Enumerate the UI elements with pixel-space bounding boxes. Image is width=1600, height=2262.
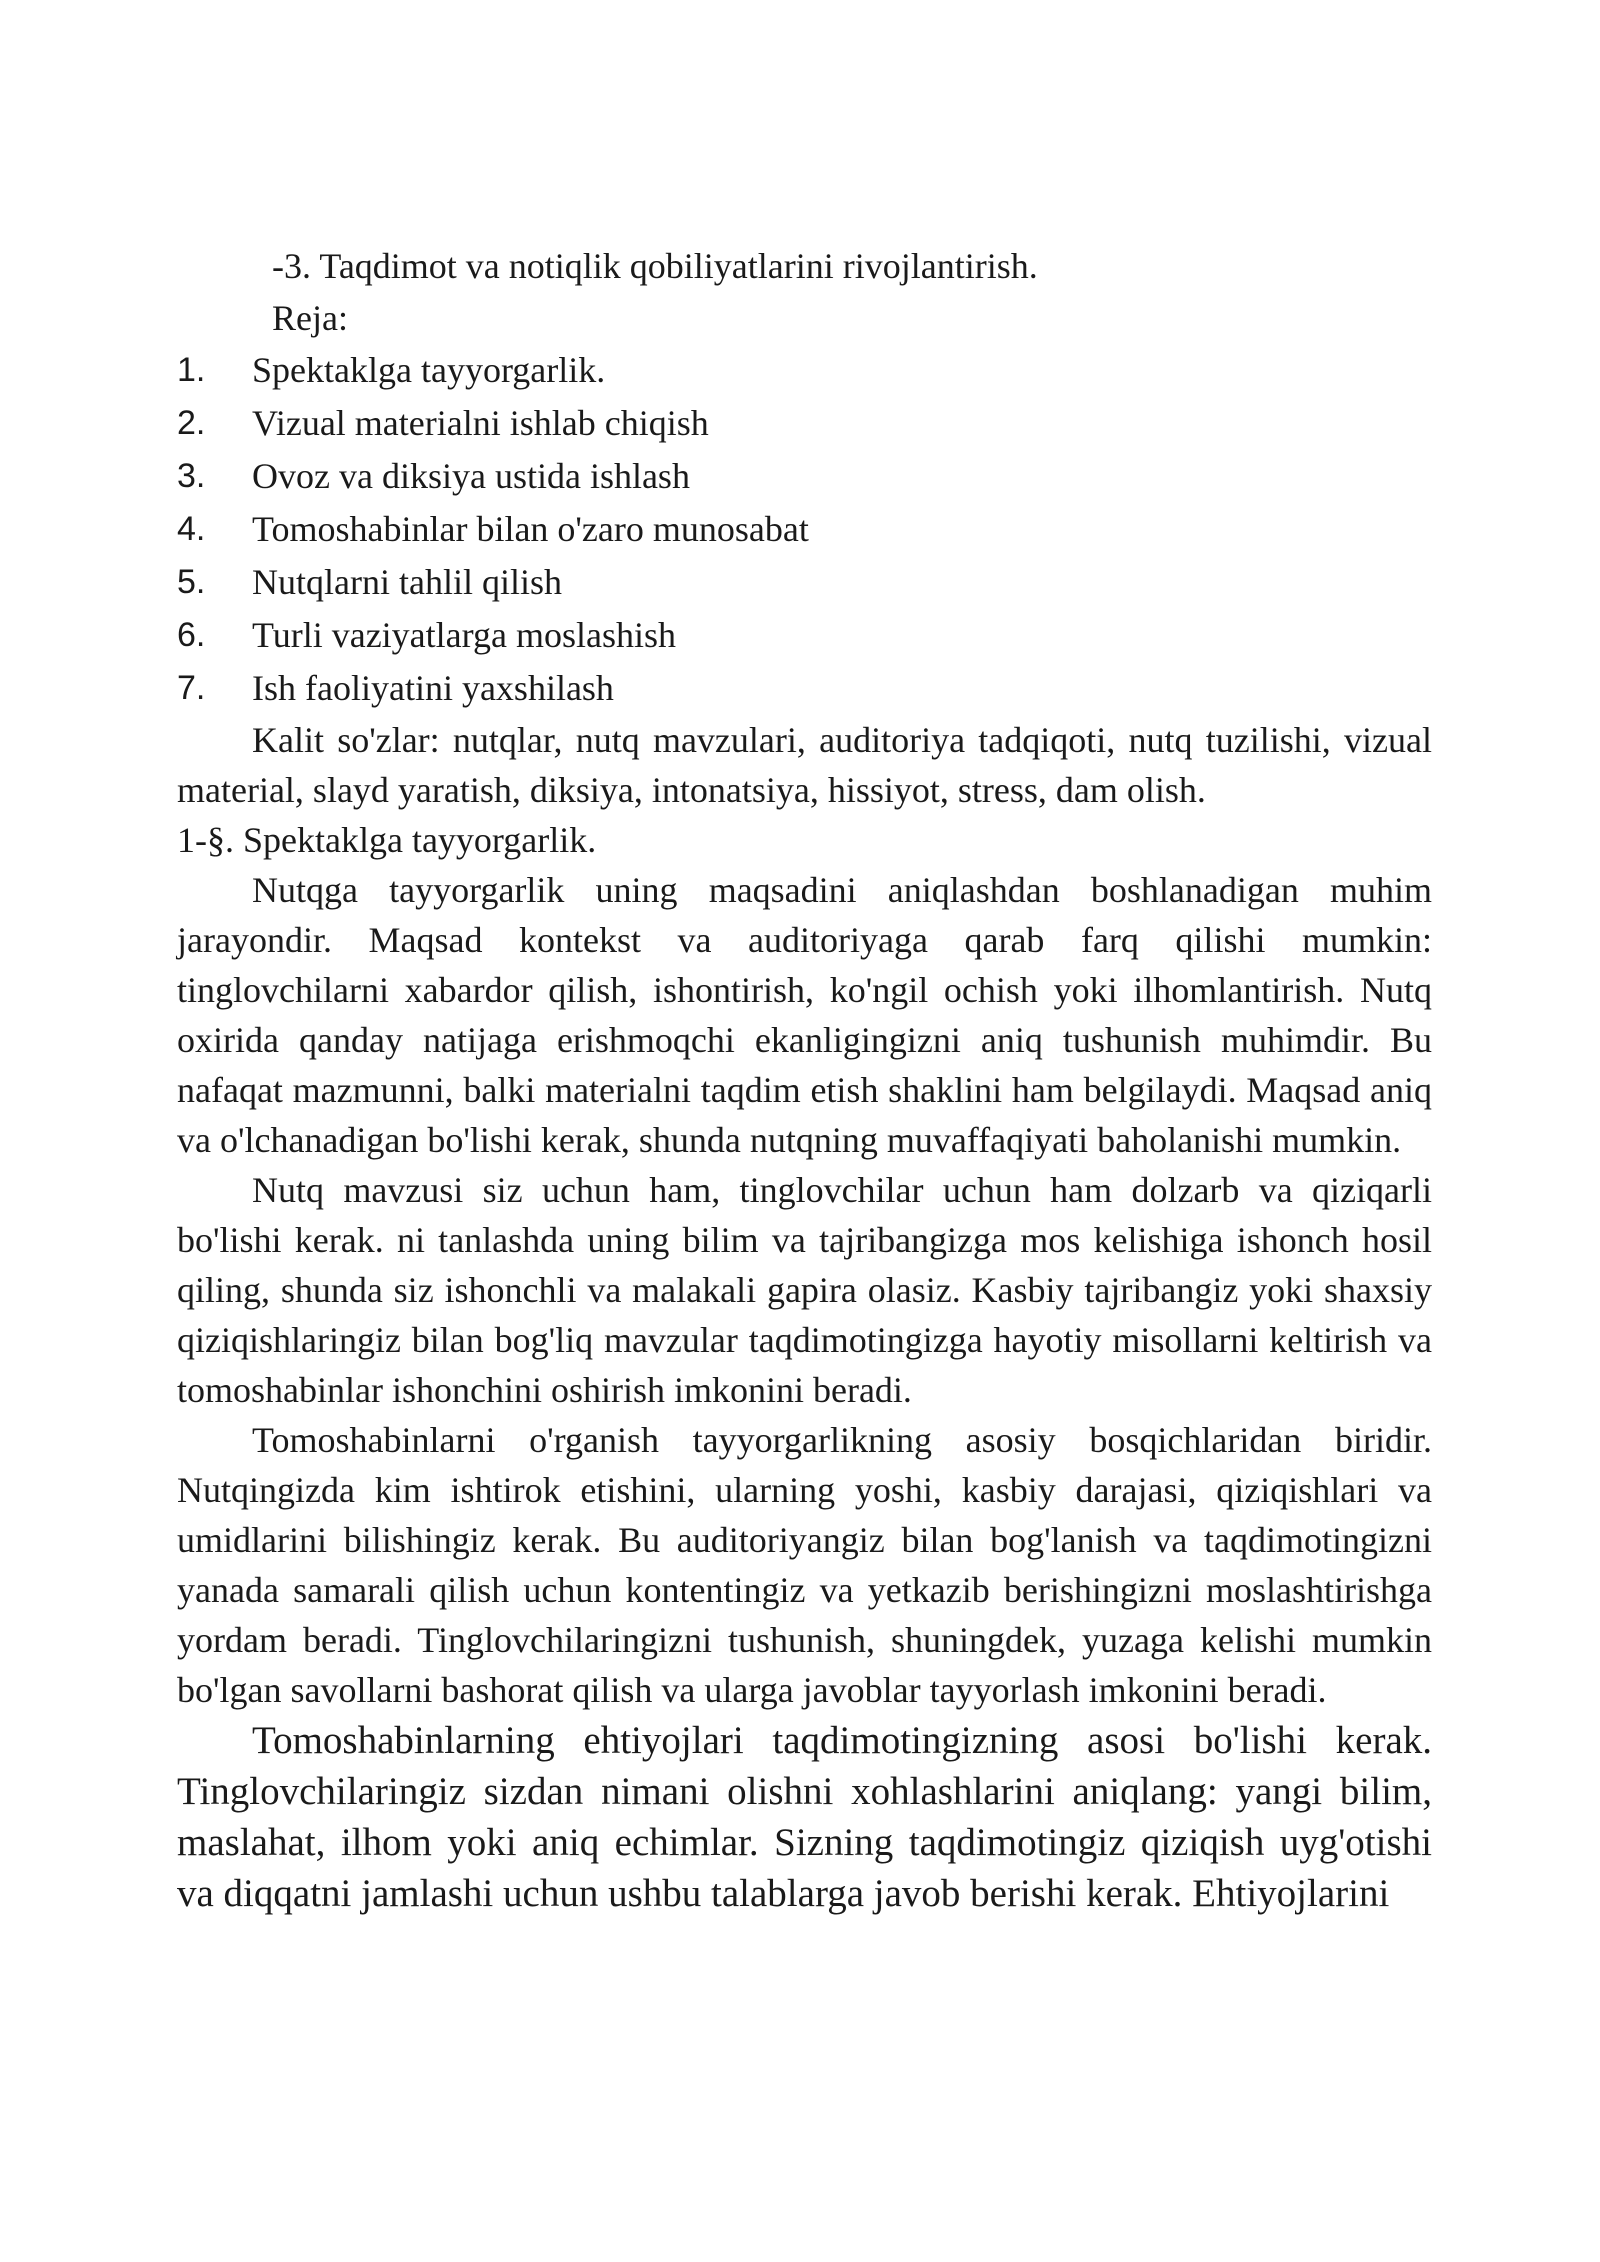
plan-item (177, 609, 1432, 662)
section-heading: 1-§. Spektaklga tayyorgarlik. (177, 820, 597, 860)
plan-item-text: Tomoshabinlar bilan o'zaro munosabat (252, 509, 809, 549)
body-paragraph: Nutq mavzusi siz uchun ham, tinglovchilar uchun ham dolzarb va qiziqarli bo'lishi kerak. ni tanlashda uning bilim va tajribangizga mos kelishiga ishonch hosil qiling, shunda siz ishonchli va malakali gapira olasiz. Kasbiy tajribangiz yoki shaxsiy qiziqishlaringiz bilan bog'liq mavzular taqdimotingizga hayotiy misollarni keltirish va tomoshabinlar ishonchini oshirish imkonini beradi. (177, 1170, 1432, 1410)
body-paragraph: Tomoshabinlarning ehtiyojlari taqdimotingizning asosi bo'lishi kerak. Tinglovchilaringiz sizdan nimani olishni xohlashlarini aniqlang: yangi bilim, maslahat, ilhom yoki aniq echimlar. Sizning taqdimotingiz qiziqish uyg'otishi va diqqatni jamlashi uchun ushbu talablarga javob berishi kerak. Ehtiyojlarini (177, 1719, 1432, 1915)
keywords-paragraph: Kalit so'zlar: nutqlar, nutq mavzulari, auditoriya tadqiqoti, nutq tuzilishi, vizual material, slayd yaratish, diksiya, intonatsiya, hissiyot, stress, dam olish. (177, 720, 1432, 810)
plan-item (177, 662, 1432, 715)
plan-item-text: Ish faoliyatini yaxshilash (252, 668, 614, 708)
plan-item-number: 2. (177, 404, 206, 442)
plan-list (177, 344, 1432, 715)
document-title: -3. Taqdimot va notiqlik qobiliyatlarini rivojlantirish. (272, 246, 1038, 286)
body-paragraph: Nutqga tayyorgarlik uning maqsadini aniqlashdan boshlanadigan muhim jarayondir. Maqsad kontekst va auditoriyaga qarab farq qilishi mumkin: tinglovchilarni xabardor qilish, ishontirish, ko'ngil ochish yoki ilhomlantirish. Nutq oxirida qanday natijaga erishmoqchi ekanligingizni aniq tushunish muhimdir. Bu nafaqat mazmunni, balki materialni taqdim etish shaklini ham belgilaydi. Maqsad aniq va o'lchanadigan bo'lishi kerak, shunda nutqning muvaffaqiyati baholanishi mumkin. (177, 870, 1432, 1160)
plan-item-text: Spektaklga tayyorgarlik. (252, 350, 606, 390)
plan-item-number: 3. (177, 457, 206, 495)
plan-label: Reja: (272, 298, 348, 338)
document-page (177, 240, 1432, 1919)
plan-item-number: 5. (177, 563, 206, 601)
plan-item (177, 344, 1432, 397)
plan-item-text: Turli vaziyatlarga moslashish (252, 615, 676, 655)
plan-item (177, 397, 1432, 450)
plan-item-text: Nutqlarni tahlil qilish (252, 562, 562, 602)
plan-item-text: Ovoz va diksiya ustida ishlash (252, 456, 690, 496)
plan-item-number: 6. (177, 616, 206, 654)
plan-item (177, 450, 1432, 503)
plan-item (177, 556, 1432, 609)
plan-item-number: 1. (177, 351, 206, 389)
plan-item (177, 503, 1432, 556)
plan-item-number: 7. (177, 669, 206, 707)
plan-item-number: 4. (177, 510, 206, 548)
body-paragraph: Tomoshabinlarni o'rganish tayyorgarlikning asosiy bosqichlaridan biridir. Nutqingizda kim ishtirok etishini, ularning yoshi, kasbiy darajasi, qiziqishlari va umidlarini bilishingiz kerak. Bu auditoriyangiz bilan bog'lanish va taqdimotingizni yanada samarali qilish uchun kontentingiz va yetkazib berishingizni moslashtirishga yordam beradi. Tinglovchilaringizni tushunish, shuningdek, yuzaga kelishi mumkin bo'lgan savollarni bashorat qilish va ularga javoblar tayyorlash imkonini beradi. (177, 1420, 1432, 1710)
plan-item-text: Vizual materialni ishlab chiqish (252, 403, 709, 443)
